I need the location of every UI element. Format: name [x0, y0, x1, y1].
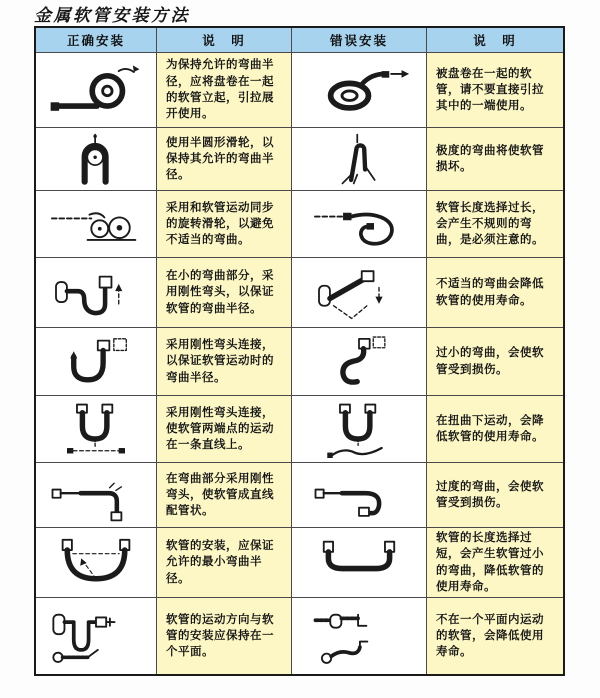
- header-wrong-description: 说 明: [427, 28, 563, 52]
- too-small-bend-icon: [310, 333, 408, 391]
- motion-in-one-plane-icon: [45, 604, 147, 668]
- wrong-image-cell: [292, 53, 426, 127]
- correct-desc-cell: 为保持允许的弯曲半径，应将盘卷在一起的软管立起，引拉展开使用。: [157, 53, 291, 127]
- header-correct-description: 说 明: [157, 28, 291, 52]
- wrong-image-cell: [292, 191, 426, 257]
- correct-image-cell: [36, 528, 156, 597]
- correct-image-cell: [36, 128, 156, 190]
- correct-desc-cell: 采用和软管运动同步的旋转滑轮，以避免不适当的弯曲。: [157, 191, 291, 257]
- wrong-image-cell: [292, 598, 426, 674]
- correct-desc-cell: 采用刚性弯头连接，以保证软管运动时的弯曲半径。: [157, 328, 291, 395]
- extreme-bend-icon: [311, 131, 407, 187]
- header-correct-install: 正确安装: [36, 28, 156, 52]
- correct-desc-cell: 软管的运动方向与软管的安装应保持在一个平面。: [157, 598, 291, 674]
- wrong-desc-cell: 过小的弯曲，会使软管受到损伤。: [427, 328, 563, 395]
- wrong-image-cell: [292, 328, 426, 395]
- motion-not-in-one-plane-icon: [308, 604, 410, 668]
- wrong-image-cell: [292, 128, 426, 190]
- header-wrong-install: 错误安装: [292, 28, 426, 52]
- correct-desc-cell: 使用半圆形滑轮，以保持其允许的弯曲半径。: [157, 128, 291, 190]
- semicircular-pulley-icon: [48, 131, 144, 187]
- wrong-desc-cell: 在扭曲下运动，会降低软管的使用寿命。: [427, 396, 563, 462]
- wrong-image-cell: [292, 396, 426, 462]
- correct-desc-cell: 在小的弯曲部分，采用刚性弯头，以保证软管的弯曲半径。: [157, 258, 291, 327]
- wrong-desc-cell: 过度的弯曲，会使软管受到损伤。: [427, 463, 563, 527]
- correct-image-cell: [36, 53, 156, 127]
- wrong-image-cell: [292, 528, 426, 597]
- improper-bend-icon: [309, 263, 409, 323]
- hose-too-long-irregular-bend-icon: [307, 194, 411, 254]
- coil-pulled-from-one-end-icon: [307, 59, 411, 121]
- correct-image-cell: [36, 463, 156, 527]
- u-shape-motion-on-straight-line-icon: [46, 400, 146, 458]
- wrong-desc-cell: 极度的弯曲将使软管损坏。: [427, 128, 563, 190]
- correct-desc-cell: 软管的安装，应保证允许的最小弯曲半径。: [157, 528, 291, 597]
- correct-image-cell: [36, 328, 156, 395]
- excessive-bend-icon: [309, 466, 409, 524]
- wrong-desc-cell: 软管的长度选择过短，会产生软管过小的弯曲，降低软管的使用寿命。: [427, 528, 563, 597]
- correct-image-cell: [36, 598, 156, 674]
- wrong-desc-cell: 不在一个平面内运动的软管，会降低使用寿命。: [427, 598, 563, 674]
- correct-desc-cell: 在弯曲部分采用刚性弯头，使软管成直线配管状。: [157, 463, 291, 527]
- correct-image-cell: [36, 191, 156, 257]
- motion-under-twist-icon: [309, 400, 409, 458]
- rigid-elbow-connection-icon: [47, 333, 145, 391]
- rigid-elbow-at-small-bend-icon: [46, 263, 146, 323]
- wrong-desc-cell: 不适当的弯曲会降低软管的使用寿命。: [427, 258, 563, 327]
- wrong-image-cell: [292, 258, 426, 327]
- synchronized-rotating-pulley-icon: [44, 194, 148, 254]
- straight-piping-with-rigid-elbow-icon: [46, 466, 146, 524]
- minimum-bend-radius-u-icon: [45, 533, 147, 593]
- wrong-desc-cell: 软管长度选择过长，会产生不规则的弯曲，是必须注意的。: [427, 191, 563, 257]
- wrong-desc-cell: 被盘卷在一起的软管，请不要直接引拉其中的一端使用。: [427, 53, 563, 127]
- installation-table: [34, 26, 565, 676]
- correct-image-cell: [36, 396, 156, 462]
- hose-too-short-tight-bend-icon: [308, 533, 410, 593]
- correct-desc-cell: 采用刚性弯头连接，使软管两端点的运动在一条直线上。: [157, 396, 291, 462]
- standing-coil-unrolled-icon: [44, 59, 148, 121]
- page-title: 金属软管安装方法: [34, 6, 190, 25]
- correct-image-cell: [36, 258, 156, 327]
- wrong-image-cell: [292, 463, 426, 527]
